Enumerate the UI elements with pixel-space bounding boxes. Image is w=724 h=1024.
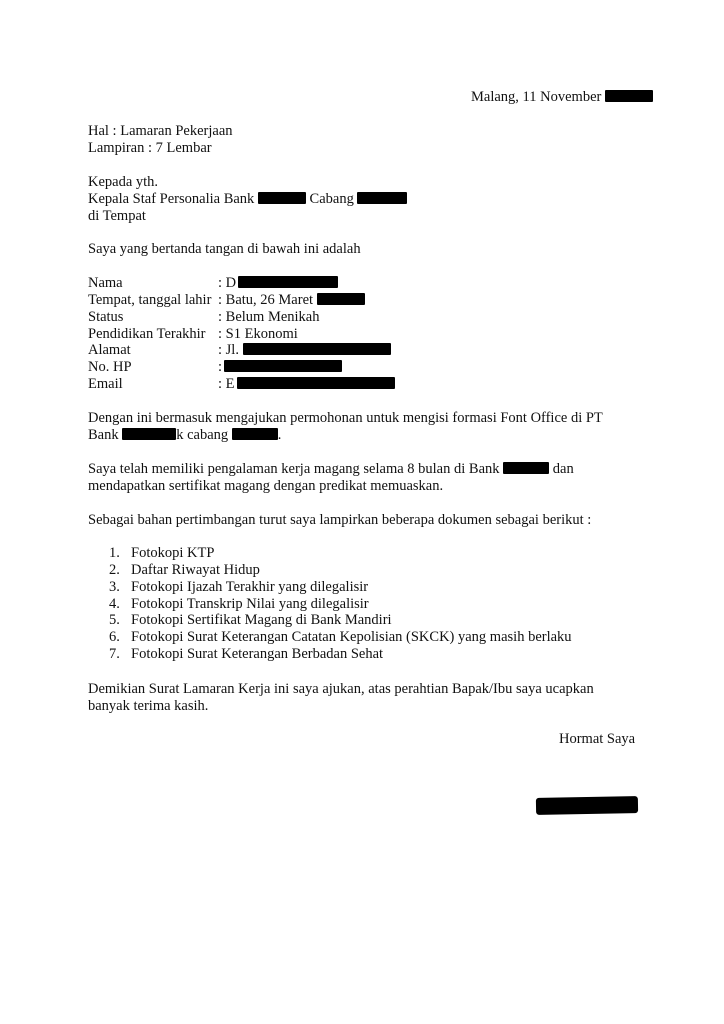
redacted-branch-name xyxy=(357,192,407,204)
subject-line: Hal : Lamaran Pekerjaan xyxy=(88,123,233,139)
recipient-title-branch: Cabang xyxy=(309,191,354,207)
redacted-address xyxy=(243,343,391,355)
redacted-email xyxy=(237,377,395,389)
redacted-branch-city xyxy=(232,428,278,440)
identity-label: Nama xyxy=(88,275,123,291)
paragraph-experience-line1: Saya telah memiliki pengalaman kerja magang selama 8 bulan di Bank dan xyxy=(88,461,574,477)
closing-line2: banyak terima kasih. xyxy=(88,698,209,714)
paragraph-application-line2: Bank k cabang . xyxy=(88,427,282,443)
redacted-signature-name xyxy=(536,796,638,815)
redacted-intern-bank xyxy=(503,462,549,474)
list-item: 6. Fotokopi Surat Keterangan Catatan Kepolisian (SKCK) yang masih berlaku xyxy=(109,629,572,645)
list-item: 1. Fotokopi KTP xyxy=(109,545,215,561)
list-item: 7. Fotokopi Surat Keterangan Berbadan Sehat xyxy=(109,646,384,662)
identity-value: : D xyxy=(218,275,338,292)
identity-value: : Belum Menikah xyxy=(218,309,320,325)
recipient-title-prefix: Kepala Staf Personalia Bank xyxy=(88,191,255,207)
redacted-company-name xyxy=(122,428,176,440)
identity-label: Alamat xyxy=(88,342,131,358)
paragraph-application-line1: Dengan ini bermasuk mengajukan permohonan untuk mengisi formasi Font Office di PT xyxy=(88,410,603,426)
list-item: 4. Fotokopi Transkrip Nilai yang dilegalisir xyxy=(109,596,369,612)
redacted-birth-year xyxy=(317,293,365,305)
identity-value: : S1 Ekonomi xyxy=(218,326,298,342)
redacted-phone xyxy=(224,360,342,372)
redacted-name xyxy=(238,276,338,288)
identity-value: : E xyxy=(218,376,395,393)
recipient-greeting: Kepada yth. xyxy=(88,174,159,190)
letter-date xyxy=(471,89,653,106)
redacted-bank-name xyxy=(258,192,306,204)
identity-value: : Jl. xyxy=(218,342,391,359)
identity-label: Pendidikan Terakhir xyxy=(88,326,206,342)
paragraph-attachments-intro: Sebagai bahan pertimbangan turut saya lampirkan beberapa dokumen sebagai berikut : xyxy=(88,512,592,528)
identity-label: Tempat, tanggal lahir xyxy=(88,292,212,308)
paragraph-experience-line2: mendapatkan sertifikat magang dengan predikat memuaskan. xyxy=(88,478,444,494)
list-item: 2. Daftar Riwayat Hidup xyxy=(109,562,260,578)
attachment-count-line: Lampiran : 7 Lembar xyxy=(88,140,212,156)
closing-line1: Demikian Surat Lamaran Kerja ini saya ajukan, atas perahtian Bapak/Ibu saya ucapkan xyxy=(88,681,594,697)
identity-value: : Batu, 26 Maret xyxy=(218,292,365,309)
identity-label: Email xyxy=(88,376,123,392)
identity-label: Status xyxy=(88,309,124,325)
recipient-title xyxy=(88,191,407,208)
recipient-location: di Tempat xyxy=(88,208,146,224)
intro-sentence: Saya yang bertanda tangan di bawah ini adalah xyxy=(88,241,361,257)
identity-label: No. HP xyxy=(88,359,132,375)
date-text: Malang, 11 November xyxy=(471,89,602,105)
list-item: 3. Fotokopi Ijazah Terakhir yang dilegalisir xyxy=(109,579,369,595)
list-item: 5. Fotokopi Sertifikat Magang di Bank Mandiri xyxy=(109,612,392,628)
signature-label: Hormat Saya xyxy=(559,731,636,747)
redacted-year xyxy=(605,90,653,102)
identity-value: : xyxy=(218,359,342,376)
